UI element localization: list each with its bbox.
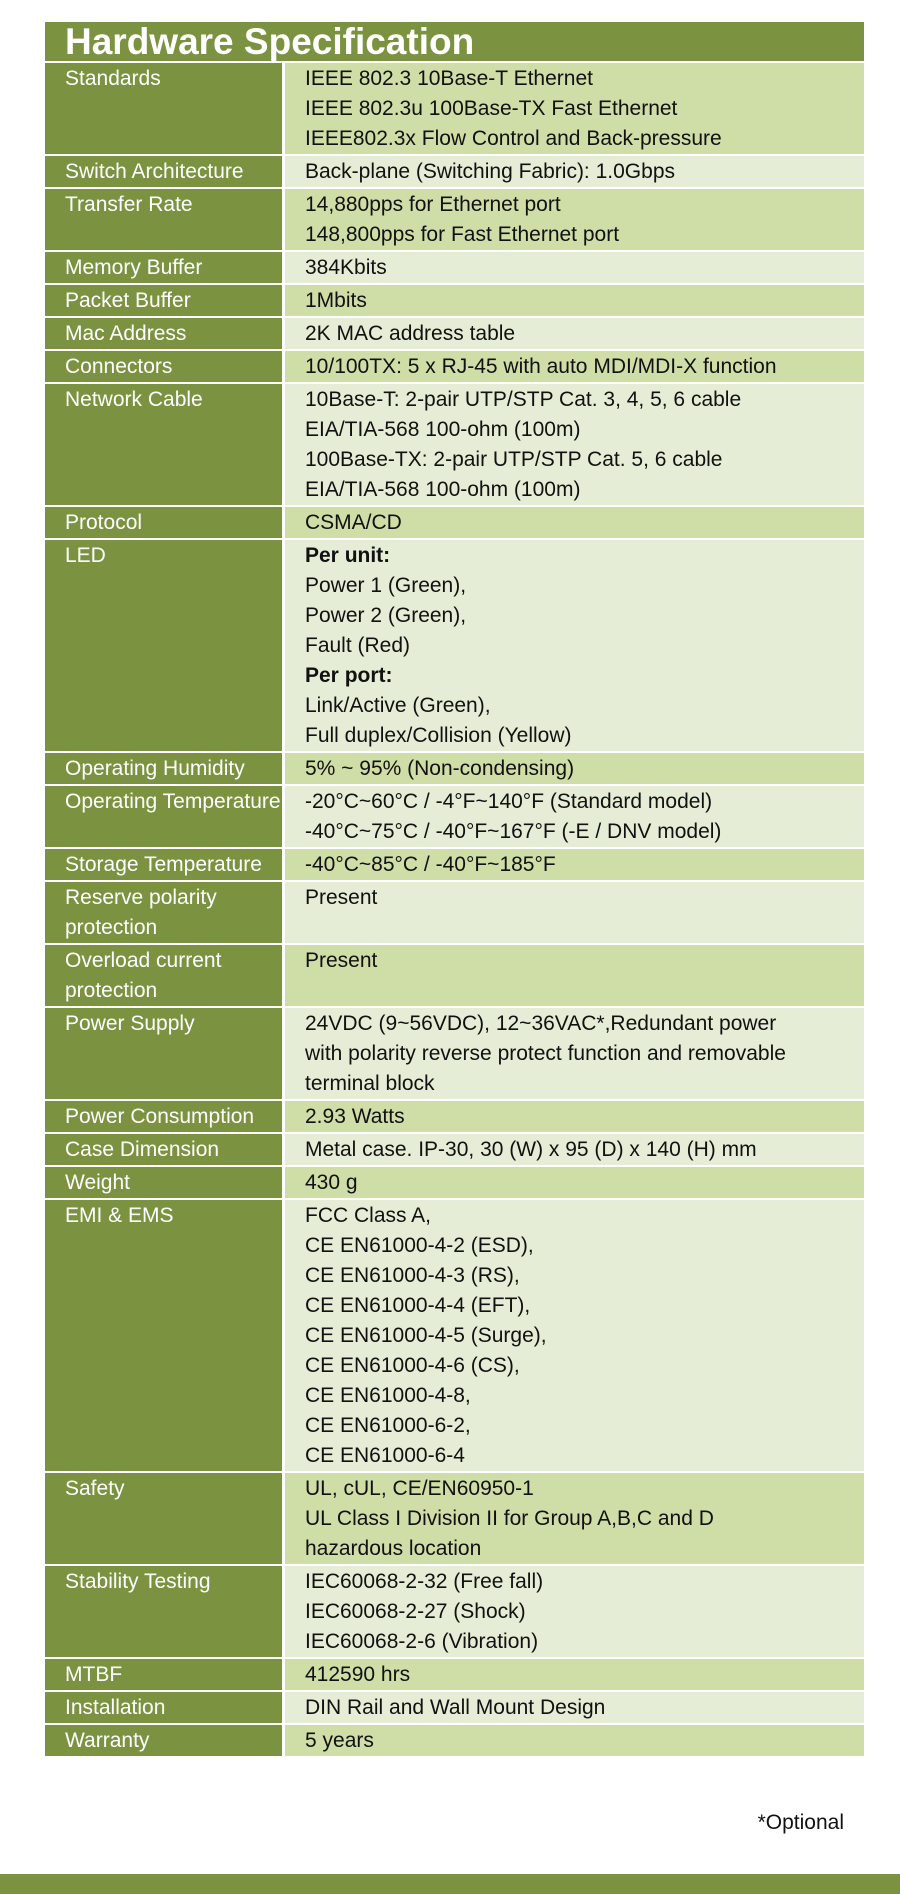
spec-label: Storage Temperature xyxy=(45,849,285,880)
spec-value xyxy=(285,945,864,1006)
spec-value-line: DIN Rail and Wall Mount Design xyxy=(305,1696,606,1719)
spec-row xyxy=(45,156,864,189)
spec-value-line: Fault (Red) xyxy=(305,634,411,657)
spec-value-line: with polarity reverse protect function and removable xyxy=(305,1042,786,1065)
spec-value-line: -40°C~85°C / -40°F~185°F xyxy=(305,853,556,876)
spec-row xyxy=(45,849,864,882)
spec-row xyxy=(45,351,864,384)
spec-label: Network Cable xyxy=(45,384,285,505)
spec-value-line: Present xyxy=(305,886,378,909)
spec-value-line: 1Mbits xyxy=(305,289,367,312)
spec-value-line: EIA/TIA-568 100-ohm (100m) xyxy=(305,478,581,501)
spec-value-line: CE EN61000-4-5 (Surge), xyxy=(305,1324,547,1347)
spec-value xyxy=(285,1725,864,1756)
spec-label: Operating Humidity xyxy=(45,753,285,784)
spec-value-line: 10/100TX: 5 x RJ-45 with auto MDI/MDI-X function xyxy=(305,355,777,378)
spec-label: Safety xyxy=(45,1473,285,1564)
spec-row xyxy=(45,882,864,945)
spec-value-line: CE EN61000-6-4 xyxy=(305,1444,465,1467)
spec-label: Protocol xyxy=(45,507,285,538)
spec-row xyxy=(45,753,864,786)
spec-value-line: CE EN61000-4-3 (RS), xyxy=(305,1264,520,1287)
spec-value-line: 100Base-TX: 2-pair UTP/STP Cat. 5, 6 cable xyxy=(305,448,723,471)
spec-row xyxy=(45,786,864,849)
spec-label: Installation xyxy=(45,1692,285,1723)
spec-value-line: 2.93 Watts xyxy=(305,1105,405,1128)
spec-value-line: CE EN61000-6-2, xyxy=(305,1414,471,1437)
spec-value-line: CE EN61000-4-4 (EFT), xyxy=(305,1294,531,1317)
spec-value-line: CSMA/CD xyxy=(305,511,402,534)
spec-value-line: FCC Class A, xyxy=(305,1204,432,1227)
spec-label: Memory Buffer xyxy=(45,252,285,283)
spec-value xyxy=(285,156,864,187)
spec-value xyxy=(285,1692,864,1723)
spec-label: MTBF xyxy=(45,1659,285,1690)
spec-value-line: UL Class I Division II for Group A,B,C and D xyxy=(305,1507,714,1530)
spec-value-line: IEEE802.3x Flow Control and Back-pressure xyxy=(305,127,722,150)
spec-label: Connectors xyxy=(45,351,285,382)
spec-row xyxy=(45,507,864,540)
spec-value xyxy=(285,849,864,880)
spec-value-line: 384Kbits xyxy=(305,256,387,279)
spec-value-line: 5 years xyxy=(305,1729,374,1752)
spec-value-line: EIA/TIA-568 100-ohm (100m) xyxy=(305,418,581,441)
spec-row xyxy=(45,1692,864,1725)
spec-value-line: -20°C~60°C / -4°F~140°F (Standard model) xyxy=(305,790,713,813)
spec-label: EMI & EMS xyxy=(45,1200,285,1471)
spec-value-line: 10Base-T: 2-pair UTP/STP Cat. 3, 4, 5, 6 cable xyxy=(305,388,742,411)
spec-value xyxy=(285,1566,864,1657)
spec-rows xyxy=(45,63,864,1758)
spec-row xyxy=(45,1167,864,1200)
spec-label: Stability Testing xyxy=(45,1566,285,1657)
spec-value xyxy=(285,318,864,349)
spec-value-line: UL, cUL, CE/EN60950-1 xyxy=(305,1477,534,1500)
spec-value xyxy=(285,384,864,505)
spec-value-line: IEEE 802.3u 100Base-TX Fast Ethernet xyxy=(305,97,678,120)
spec-value-line: 412590 hrs xyxy=(305,1663,411,1686)
spec-label: LED xyxy=(45,540,285,751)
spec-value-line: 430 g xyxy=(305,1171,358,1194)
spec-value-line: Power 1 (Green), xyxy=(305,574,467,597)
spec-value-line: IEC60068-2-6 (Vibration) xyxy=(305,1630,539,1653)
spec-value xyxy=(285,285,864,316)
table-title: Hardware Specification xyxy=(45,22,864,63)
spec-label: Warranty xyxy=(45,1725,285,1756)
spec-value-line: 5% ~ 95% (Non-condensing) xyxy=(305,757,575,780)
spec-value-line: Full duplex/Collision (Yellow) xyxy=(305,724,572,747)
spec-label: Power Supply xyxy=(45,1008,285,1099)
spec-row xyxy=(45,285,864,318)
spec-value-line: 14,880pps for Ethernet port xyxy=(305,193,561,216)
spec-value-line: Link/Active (Green), xyxy=(305,694,491,717)
spec-row xyxy=(45,1473,864,1566)
spec-row xyxy=(45,1101,864,1134)
spec-label: Case Dimension xyxy=(45,1134,285,1165)
spec-value xyxy=(285,63,864,154)
spec-value xyxy=(285,351,864,382)
spec-value xyxy=(285,1134,864,1165)
spec-value-line: IEEE 802.3 10Base-T Ethernet xyxy=(305,67,593,90)
spec-label: Overload current protection xyxy=(45,945,285,1006)
spec-value xyxy=(285,1101,864,1132)
spec-value xyxy=(285,189,864,250)
footnote: *Optional xyxy=(757,1811,844,1834)
bottom-bar xyxy=(0,1874,900,1894)
spec-value-line: terminal block xyxy=(305,1072,435,1095)
spec-label: Operating Temperature xyxy=(45,786,285,847)
spec-value-line: CE EN61000-4-6 (CS), xyxy=(305,1354,520,1377)
spec-label: Mac Address xyxy=(45,318,285,349)
spec-row xyxy=(45,1566,864,1659)
spec-row xyxy=(45,1659,864,1692)
spec-label: Weight xyxy=(45,1167,285,1198)
spec-subheading: Per unit: xyxy=(305,544,391,567)
spec-value-line: 2K MAC address table xyxy=(305,322,516,345)
spec-value xyxy=(285,252,864,283)
spec-value xyxy=(285,1473,864,1564)
spec-label: Power Consumption xyxy=(45,1101,285,1132)
spec-value-line: Metal case. IP-30, 30 (W) x 95 (D) x 140 (H) mm xyxy=(305,1138,757,1161)
spec-value-line: -40°C~75°C / -40°F~167°F (-E / DNV model) xyxy=(305,820,722,843)
spec-label: Packet Buffer xyxy=(45,285,285,316)
spec-value-line: Power 2 (Green), xyxy=(305,604,467,627)
spec-label: Standards xyxy=(45,63,285,154)
spec-value xyxy=(285,786,864,847)
spec-row xyxy=(45,252,864,285)
spec-value xyxy=(285,540,864,751)
spec-row xyxy=(45,63,864,156)
spec-value-line: IEC60068-2-32 (Free fall) xyxy=(305,1570,544,1593)
spec-value xyxy=(285,507,864,538)
spec-value-line: CE EN61000-4-8, xyxy=(305,1384,471,1407)
spec-value xyxy=(285,882,864,943)
spec-label: Transfer Rate xyxy=(45,189,285,250)
spec-row xyxy=(45,318,864,351)
spec-value xyxy=(285,1008,864,1099)
spec-row xyxy=(45,540,864,753)
spec-value-line: 148,800pps for Fast Ethernet port xyxy=(305,223,620,246)
spec-value xyxy=(285,1167,864,1198)
spec-value-line: CE EN61000-4-2 (ESD), xyxy=(305,1234,534,1257)
spec-row xyxy=(45,1725,864,1758)
spec-value-line: hazardous location xyxy=(305,1537,482,1560)
spec-row xyxy=(45,384,864,507)
spec-value-line: 24VDC (9~56VDC), 12~36VAC*,Redundant power xyxy=(305,1012,777,1035)
spec-row xyxy=(45,189,864,252)
spec-row xyxy=(45,1200,864,1473)
spec-value xyxy=(285,1200,864,1471)
spec-value xyxy=(285,1659,864,1690)
spec-row xyxy=(45,945,864,1008)
spec-value-line: Back-plane (Switching Fabric): 1.0Gbps xyxy=(305,160,675,183)
spec-row xyxy=(45,1134,864,1167)
spec-value xyxy=(285,753,864,784)
spec-value-line: IEC60068-2-27 (Shock) xyxy=(305,1600,526,1623)
spec-label: Switch Architecture xyxy=(45,156,285,187)
spec-subheading: Per port: xyxy=(305,664,393,687)
spec-table xyxy=(45,22,864,1758)
spec-label: Reserve polarity protection xyxy=(45,882,285,943)
spec-row xyxy=(45,1008,864,1101)
spec-value-line: Present xyxy=(305,949,378,972)
